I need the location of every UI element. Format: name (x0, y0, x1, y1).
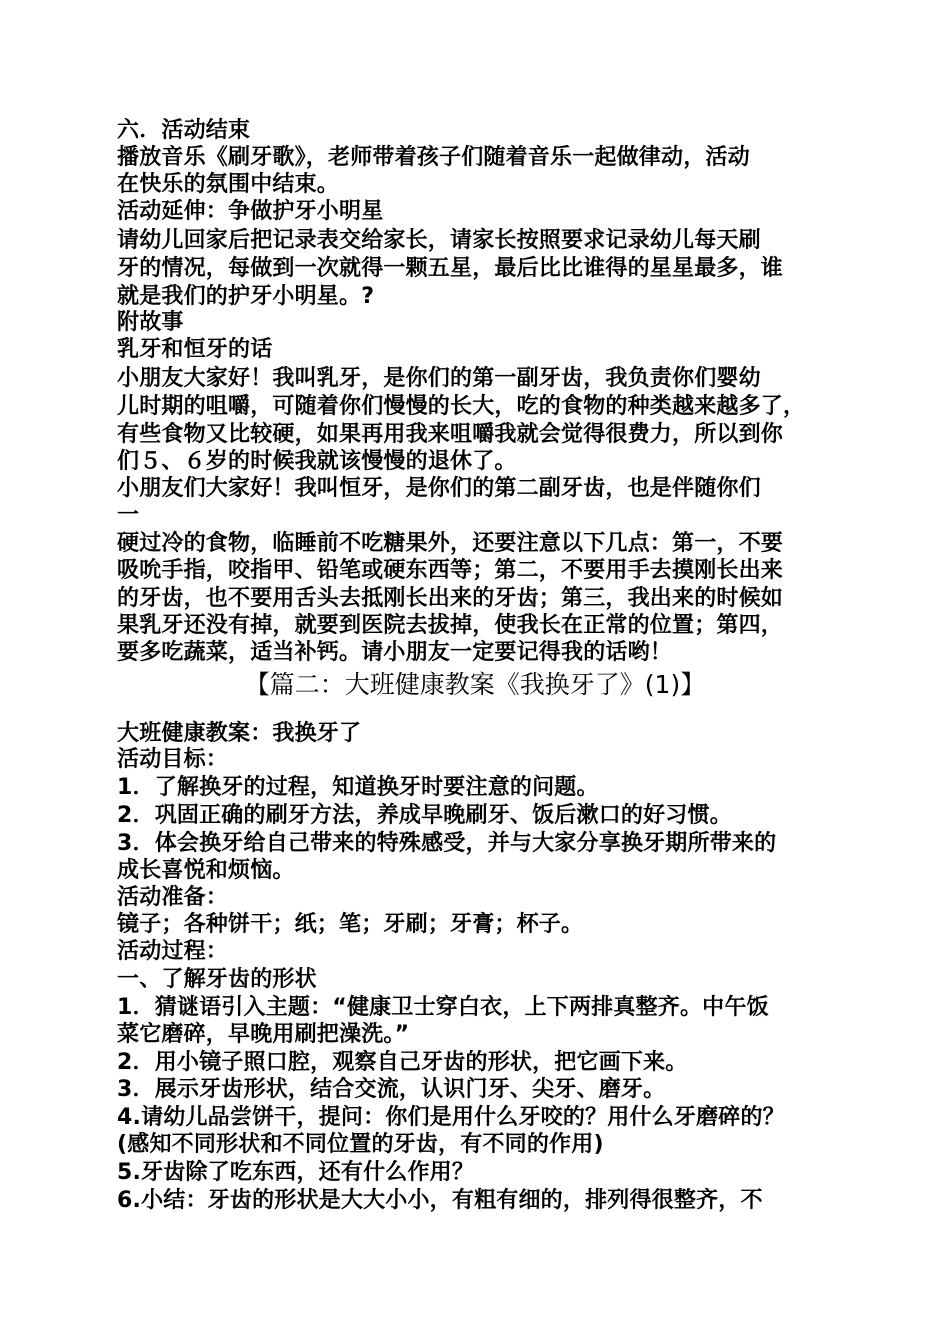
paragraph-line: 小朋友们大家好！我叫恒牙，是你们的第二副牙齿，也是伴随你们 (117, 476, 761, 501)
story-title: 乳牙和恒牙的话 (117, 337, 273, 362)
section-heading: 六．活动结束 (117, 118, 251, 143)
paragraph-line: 有些食物又比较硬，如果再用我来咀嚼我就会觉得很费力，所以到你 (117, 422, 784, 447)
paragraph-line: 硬过冷的食物，临睡前不吃糖果外，还要注意以下几点：第一，不要 (117, 531, 784, 556)
story-label: 附故事 (117, 310, 184, 335)
list-item: 5.牙齿除了吃东西，还有什么作用？ (117, 1160, 475, 1185)
section-heading: 一、了解牙齿的形状 (117, 967, 317, 992)
paragraph-line: 小朋友大家好！我叫乳牙，是你们的第一副牙齿，我负责你们婴幼 (117, 366, 761, 391)
list-item: 2．用小镜子照口腔，观察自己牙齿的形状，把它画下来。 (117, 1050, 688, 1075)
paragraph-line: 吸吮手指，咬指甲、铅笔或硬东西等；第二，不要用手去摸刚长出来 (117, 558, 784, 583)
paragraph-line: 在快乐的氛围中结束。 (117, 172, 340, 197)
list-item: 4.请幼儿品尝饼干，提问：你们是用什么牙咬的？用什么牙磨碎的？ (117, 1105, 785, 1130)
list-item: 成长喜悦和烦恼。 (117, 858, 295, 883)
paragraph-line: 镜子；各种饼干；纸；笔；牙刷；牙膏；杯子。 (117, 912, 584, 937)
part-two-heading: 【篇二：大班健康教案《我换牙了》(1)】 (244, 670, 706, 699)
paragraph-line: 一 (117, 503, 140, 528)
section-heading: 活动准备： (117, 885, 229, 910)
paragraph-line: 要多吃蔬菜，适当补钙。请小朋友一定要记得我的话哟！ (117, 640, 673, 665)
plan-title: 大班健康教案：我换牙了 (117, 721, 362, 746)
list-item: 1．了解换牙的过程，知道换牙时要注意的问题。 (117, 775, 599, 800)
list-item: 3．体会换牙给自己带来的特殊感受，并与大家分享换牙期所带来的 (117, 831, 777, 856)
paragraph-line: 果乳牙还没有掉，就要到医院去拔掉，使我长在正常的位置；第四， (117, 613, 784, 638)
list-item: (感知不同形状和不同位置的牙齿，有不同的作用) (117, 1132, 604, 1157)
section-heading: 活动延伸：争做护牙小明星 (117, 199, 384, 224)
paragraph-line: 儿时期的咀嚼，可随着你们慢慢的长大，吃的食物的种类越来越多了， (117, 394, 806, 419)
paragraph-line: 就是我们的护牙小明星。? (117, 284, 375, 309)
list-item: 2．巩固正确的刷牙方法，养成早晚刷牙、饭后漱口的好习惯。 (117, 803, 732, 828)
paragraph-line: 播放音乐《刷牙歌》，老师带着孩子们随着音乐一起做律动，活动 (117, 145, 750, 170)
section-heading: 活动过程： (117, 939, 229, 964)
paragraph-line: 们５、６岁的时候我就该慢慢的退休了。 (117, 449, 517, 474)
section-heading: 活动目标： (117, 747, 229, 772)
list-item: 3．展示牙齿形状，结合交流，认识门牙、尖牙、磨牙。 (117, 1077, 666, 1102)
list-item: 菜它磨碎，早晚用刷把澡洗。” (117, 1022, 410, 1047)
list-item: 6.小结：牙齿的形状是大大小小，有粗有细的，排列得很整齐，不 (117, 1188, 763, 1213)
paragraph-line: 的牙齿，也不要用舌头去抵刚长出来的牙齿；第三，我出来的时候如 (117, 586, 784, 611)
list-item: 1．猜谜语引入主题：“健康卫士穿白衣，上下两排真整齐。中午饭 (117, 995, 769, 1020)
paragraph-line: 牙的情况，每做到一次就得一颗五星，最后比比谁得的星星最多，谁 (117, 256, 784, 281)
paragraph-line: 请幼儿回家后把记录表交给家长，请家长按照要求记录幼儿每天刷 (117, 228, 761, 253)
